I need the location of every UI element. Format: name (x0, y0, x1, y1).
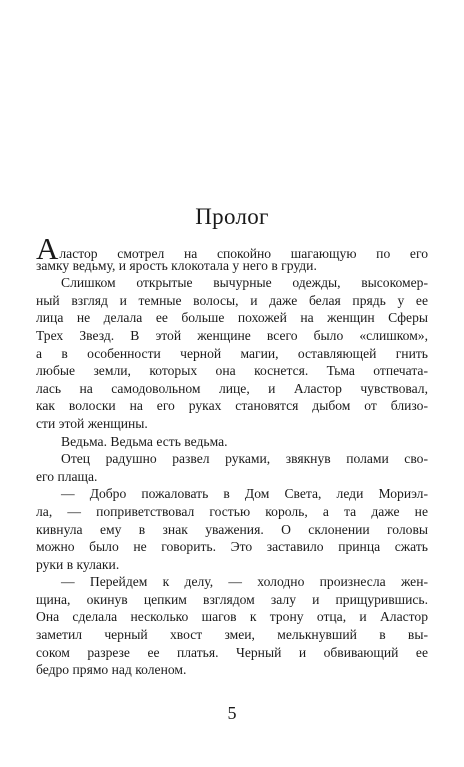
drop-cap: А (36, 231, 59, 266)
body-text (36, 231, 428, 679)
paragraph-5-line: руки в кулаки. (36, 556, 120, 572)
chapter-title: Пролог (195, 204, 269, 229)
paragraph-2-line: а в особенности черной магии, оставляющей гнить (36, 345, 428, 361)
paragraph-2-line: ный взгляд и темные волосы, и даже белая прядь у ее (36, 292, 428, 308)
page-number: 5 (227, 703, 237, 723)
paragraph-3-line: Ведьма. Ведьма есть ведьма. (61, 433, 228, 449)
paragraph-1-line-2: замку ведьму, и ярость клокотала у него в груди. (36, 257, 317, 273)
paragraph-2-line: сти этой женщины. (36, 415, 148, 431)
paragraph-2-line: Слишком открытые вычурные одежды, высокомер- (61, 275, 428, 291)
paragraph-5-line: можно было не говорить. Это заставило принца сжать (36, 539, 428, 555)
paragraph-2-line: лась на самодовольном лице, и Аластор чувствовал, (36, 380, 428, 396)
paragraph-6-line: щина, окинув цепким взглядом залу и прищурившись. (36, 591, 428, 607)
paragraph-4-line: его плаща. (36, 468, 98, 484)
paragraph-4-line: Отец радушно развел руками, звякнув полами сво- (61, 451, 428, 467)
paragraph-6-line: соком разрезе ее платья. Черный и обвивающий ее (36, 644, 428, 660)
paragraph-5-line: кивнула ему в знак уважения. О склонении головы (36, 521, 428, 537)
paragraph-2-line: лица не делала ее больше похожей на женщин Сферы (36, 310, 428, 326)
paragraph-1-line-1-text: ластор смотрел на спокойно шагающую по его (59, 246, 428, 261)
paragraph-2-line: любые земли, которых она коснется. Тьма отпечата- (36, 363, 428, 379)
paragraph-6-line: — Перейдем к делу, — холодно произнесла жен- (61, 574, 428, 590)
paragraph-6-line: бедро прямо над коленом. (36, 662, 187, 678)
paragraph-5-line: — Добро пожаловать в Дом Света, леди Мориэл- (61, 486, 428, 502)
paragraph-2-line: как волоски на его руках становятся дыбом от близо- (36, 398, 428, 414)
paragraph-6-line: заметил черный хвост змеи, мелькнувший в вы- (36, 627, 428, 643)
paragraph-6-line: Она сделала несколько шагов к трону отца, и Аластор (36, 609, 428, 625)
paragraph-5-line: ла, — поприветствовал гостью король, а та даже не (36, 503, 428, 519)
paragraph-2-line: Трех Звезд. В этой женщине всего было «слишком», (36, 327, 428, 343)
